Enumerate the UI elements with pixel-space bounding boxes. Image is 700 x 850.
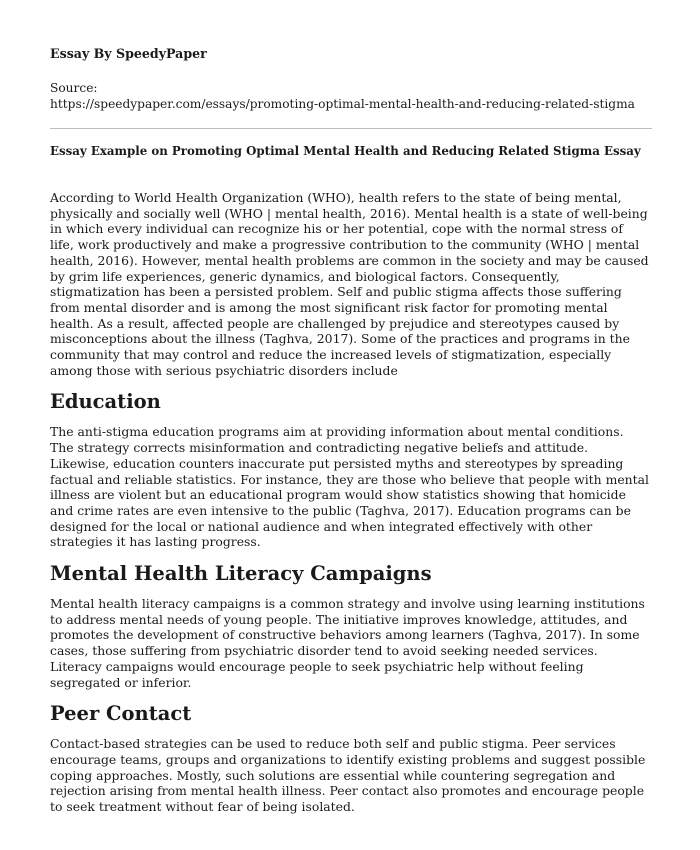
section-text-peer-contact: Contact-based strategies can be used to reduce both self and public stigma. Peer services encourage teams, groups and organizations to identify existing problems and suggest possible coping approaches. Mostly, such solutions are essential while countering segregation and rejection arising from mental health illness. Peer contact also promotes and encourage people to seek treatment without fear of being isolated. xyxy=(50,736,646,815)
header-divider xyxy=(50,128,652,129)
section-heading-literacy-campaigns: Mental Health Literacy Campaigns xyxy=(50,562,432,586)
source-url[interactable]: https://speedypaper.com/essays/promoting-optimal-mental-health-and-reducing-related-stigma xyxy=(50,97,635,111)
source-label: Source: xyxy=(50,81,98,95)
intro-paragraph: According to World Health Organization (WHO), health refers to the state of being mental, physically and socially well (WHO | mental health, 2016). Mental health is a state of well-being in which every individual can recognize his or her potential, cope with the normal stress of life, work productively and make a progressive contribution to the community (WHO | mental health, 2016). However, mental health problems are common in the society and may be caused by grim life experiences, generic dynamics, and biological factors. Consequently, stigmatization has been a persisted problem. Self and public stigma affects those suffering from mental disorder and is among the most significant risk factor for promoting mental health. As a result, affected people are challenged by prejudice and stereotypes caused by misconceptions about the illness (Taghva, 2017). Some of the practices and programs in the community that may control and reduce the increased levels of stigmatization, especially among those with serious psychiatric disorders include xyxy=(50,190,649,378)
source-block xyxy=(50,80,670,112)
section-heading-education: Education xyxy=(50,390,161,414)
section-text-literacy-campaigns: Mental health literacy campaigns is a common strategy and involve using learning institutions to address mental needs of young people. The initiative improves knowledge, attitudes, and promotes the development of constructive behaviors among learners (Taghva, 2017). In some cases, those suffering from psychiatric disorder tend to avoid seeking needed services. Literacy campaigns would encourage people to seek psychiatric help without feeling segregated or inferior. xyxy=(50,596,645,690)
section-heading-peer-contact: Peer Contact xyxy=(50,702,192,726)
essay-title: Essay Example on Promoting Optimal Mental Health and Reducing Related Stigma Essay xyxy=(50,144,641,158)
section-text-education: The anti-stigma education programs aim at providing information about mental conditions. The strategy corrects misinformation and contradicting negative beliefs and attitude. Likewise, education counters inaccurate put persisted myths and stereotypes by spreading factual and reliable statistics. For instance, they are those who believe that people with mental illness are violent but an educational program would show statistics showing that homicide and crime rates are even intensive to the public (Taghva, 2017). Education programs can be designed for the local or national audience and when integrated effectively with other strategies it has lasting progress. xyxy=(50,424,649,550)
essay-author-line: Essay By SpeedyPaper xyxy=(50,46,207,61)
